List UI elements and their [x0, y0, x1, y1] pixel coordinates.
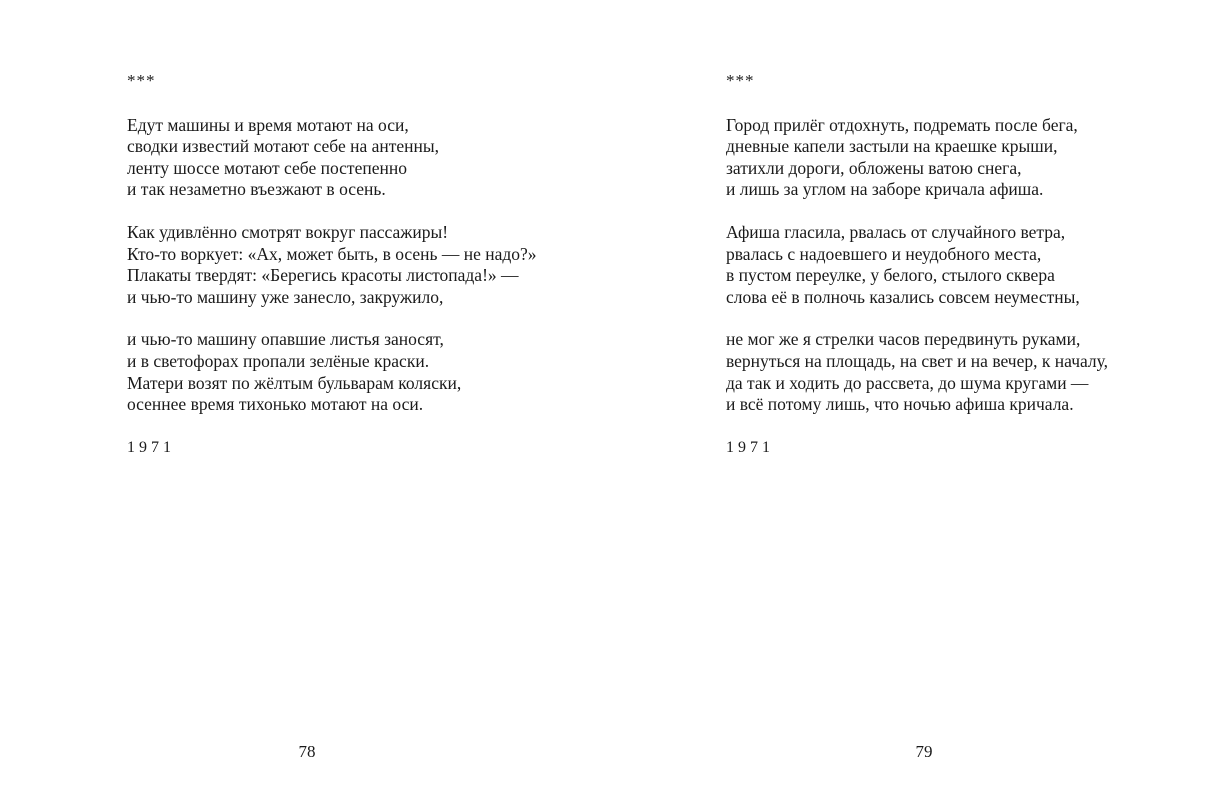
stanza-2: [127, 222, 537, 308]
poem-left: [127, 70, 537, 458]
poem-line: и лишь за углом на заборе кричала афиша.: [726, 179, 1044, 200]
poem-line: и чью-то машину уже занесло, закружило,: [127, 286, 444, 307]
page-number: 79: [915, 742, 933, 761]
poem-line: да так и ходить до рассвета, до шума кругами —: [726, 372, 1089, 393]
poem-line: и так незаметно въезжают в осень.: [127, 179, 386, 200]
poem-line: рвалась с надоевшего и неудобного места,: [726, 243, 1042, 264]
poem-line: Едут машины и время мотают на оси,: [127, 114, 409, 135]
poem-line: и в светофорах пропали зелёные краски.: [127, 350, 430, 371]
poem-right: [726, 70, 1108, 458]
poem-line: и всё потому лишь, что ночью афиша кричала.: [726, 394, 1074, 415]
poem-line: Плакаты твердят: «Берегись красоты листопада!» —: [127, 265, 519, 286]
poem-line: не мог же я стрелки часов передвинуть руками,: [726, 329, 1081, 350]
poem-year: 1971: [127, 438, 175, 456]
poem-line: в пустом переулке, у белого, стылого сквера: [726, 265, 1055, 286]
stanza-3: [726, 329, 1108, 415]
poem-line: ленту шоссе мотают себе постепенно: [127, 157, 407, 178]
stanza-1: [726, 115, 1108, 201]
poem-line: Кто-то воркует: «Ах, может быть, в осень — не надо?»: [127, 243, 537, 264]
poem-line: сводки известий мотают себе на антенны,: [127, 136, 440, 157]
poem-line: дневные капели застыли на краешке крыши,: [726, 136, 1058, 157]
poem-year: 1971: [726, 438, 774, 456]
poem-line: Город прилёг отдохнуть, подремать после бега,: [726, 114, 1078, 135]
poem-line: и чью-то машину опавшие листья заносят,: [127, 329, 444, 350]
poem-line: осеннее время тихонько мотают на оси.: [127, 394, 424, 415]
page-number: 78: [298, 742, 316, 761]
poem-line: Афиша гласила, рвалась от случайного ветра,: [726, 221, 1066, 242]
asterism: ***: [726, 71, 755, 90]
stanza-3: [127, 329, 537, 415]
asterism: ***: [127, 71, 156, 90]
poem-line: затихли дороги, обложены ватою снега,: [726, 157, 1022, 178]
poem-line: Матери возят по жёлтым бульварам коляски,: [127, 372, 462, 393]
poem-line: Как удивлённо смотрят вокруг пассажиры!: [127, 221, 449, 242]
right-page: [615, 0, 1230, 800]
stanza-2: [726, 222, 1108, 308]
stanza-1: [127, 115, 537, 201]
poem-line: слова её в полночь казались совсем неуместны,: [726, 286, 1080, 307]
poem-line: вернуться на площадь, на свет и на вечер, к началу,: [726, 350, 1109, 371]
